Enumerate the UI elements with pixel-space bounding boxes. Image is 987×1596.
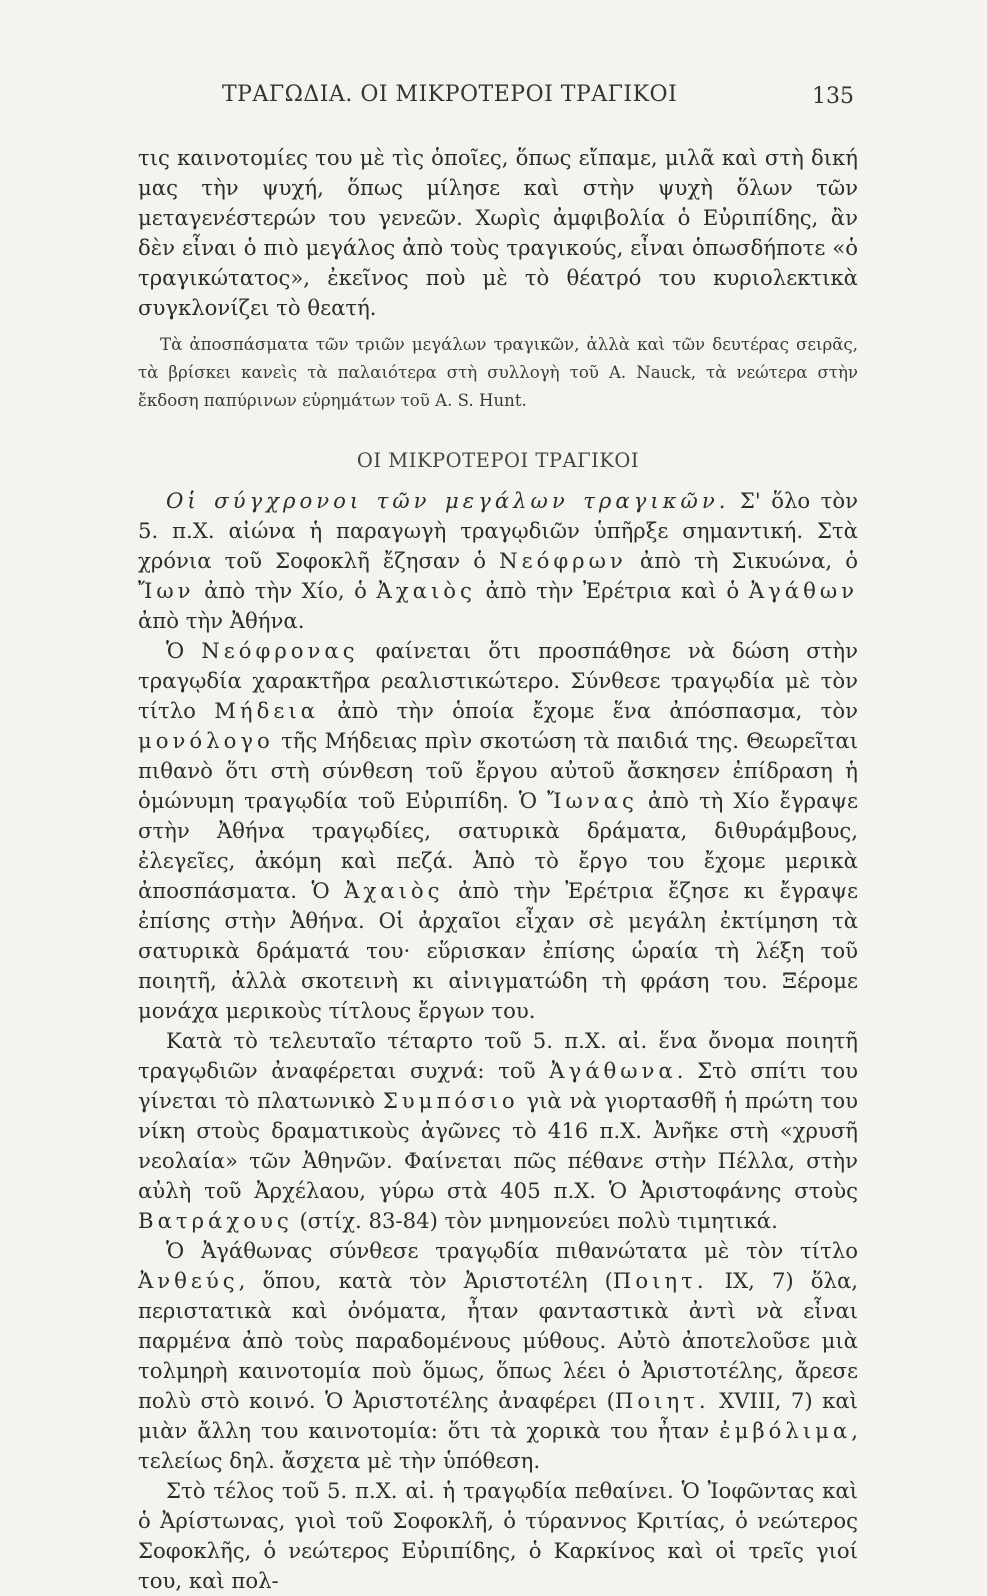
- text-run: Σ' ὅλο τὸν 5. π.Χ. αἰώνα ἡ παραγωγὴ τραγῳδιῶν ὑπῆρξε σημαντική. Στὰ χρόνια τοῦ Σοφοκλῆ ἔζησαν ὁ: [138, 488, 858, 573]
- term-monologue: μονόλογο: [138, 728, 274, 753]
- running-head: ΤΡΑΓΩΔΙΑ. ΟΙ ΜΙΚΡΟΤΕΡΟΙ ΤΡΑΓΙΚΟΙ: [222, 82, 678, 107]
- title-poetics: Ποιητ.: [614, 1388, 710, 1413]
- title-frogs: Βατράχους: [138, 1208, 293, 1233]
- text-run: Κατὰ τὸ τελευταῖο τέταρτο τοῦ 5. π.Χ. αἰ. ἕνα ὄνομα ποιητῆ τραγῳδιῶν ἀναφέρεται συχνά: τοῦ: [138, 1028, 858, 1083]
- text-run: ἀπὸ τὴν Ἀθήνα.: [138, 608, 305, 633]
- title-poetics: Ποιητ.: [612, 1268, 708, 1293]
- paragraph-intro: τις καινοτομίες του μὲ τὶς ὁποῖες, ὅπως εἴπαμε, μιλᾶ καὶ στὴ δική μας τὴν ψυχή, ὅπως μίλησε καὶ στὴν ψυχὴ ὅλων τῶν μεταγενέστερών του γενεῶν. Χωρὶς ἀμφιβολία ὁ Εὐριπίδης, ἂν δὲν εἶναι ὁ πιὸ μεγάλος ἀπὸ τοὺς τραγικούς, εἶναι ὁπωσδήποτε «ὁ τραγικώτατος», ἐκεῖνος ποὺ μὲ τὸ θέατρό του κυριολεκτικὰ συγκλονίζει τὸ θεατή.: [138, 145, 858, 320]
- lead-phrase: Οἱ σύγχρονοι τῶν μεγάλων τραγικῶν.: [166, 488, 730, 513]
- text-run: τῆς Μήδειας πρὶν σκοτώση τὰ παιδιά της. Θεωρεῖται πιθανὸ ὅτι στὴ σύνθεση τοῦ ἔργου αὐτοῦ ἄσκησεν ἐπίδραση ἡ ὁμώνυμη τραγῳδία τοῦ Εὐριπίδη. Ὁ: [138, 728, 858, 813]
- text-run: Ὁ Ἀγάθωνας σύνθεσε τραγῳδία πιθανώτατα μὲ τὸν τίτλο: [166, 1238, 858, 1263]
- text-run: , τελείως δηλ. ἄσχετα μὲ τὴν ὑπόθεση.: [138, 1418, 858, 1473]
- title-antheus: Ἀνθεύς: [138, 1268, 239, 1293]
- text-run: ἀπὸ τὴν Ἐρέτρια ἔζησε κι ἔγραψε ἐπίσης στὴν Ἀθήνα. Οἱ ἀρχαῖοι εἶχαν σὲ μεγάλη ἐκτίμηση τὰ σατυρικὰ δράματά του· εὕρισκαν ἐπίσης ὡραία τὴ λέξη τοῦ ποιητῆ, ἀλλὰ σκοτεινὴ κι αἰνιγματώδη τὴ φράση του. Ξέρομε μονάχα μερικοὺς τίτλους ἔργων του.: [138, 878, 858, 1023]
- text-run: γιὰ νὰ γιορτασθῆ ἡ πρώτη του νίκη στοὺς δραματικοὺς ἀγῶνες τὸ 416 π.Χ. Ἀνῆκε στὴ «χρυσῆ νεολαία» τῶν Ἀθηνῶν. Φαίνεται πῶς πέθανε στὴν Πέλλα, στὴν αὐλὴ τοῦ Ἀρχέλαου, γύρω στὰ 405 π.Χ. Ὁ Ἀριστοφάνης στοὺς: [138, 1088, 858, 1203]
- text-run: Ὁ: [166, 638, 202, 663]
- name-ionas: Ἴωνας: [547, 788, 638, 813]
- name-achaeus: Ἀχαιὸς: [376, 578, 476, 603]
- title-medea: Μήδεια: [214, 698, 319, 723]
- name-achaeus: Ἀχαιὸς: [344, 878, 444, 903]
- page-body: [138, 143, 858, 1596]
- text-run: IX, 7) ὅλα, περιστατικὰ καὶ ὀνόματα, ἦταν φανταστικὰ ἀντὶ νὰ εἶναι παρμένα ἀπὸ τοὺς παραδομένους μύθους. Αὐτὸ ἀποτελοῦσε μιὰ τολμηρὴ καινοτομία ποὺ ὅμως, ὅπως λέει ὁ Ἀριστοτέλης, ἄρεσε πολὺ στὸ κοινό. Ὁ Ἀριστοτέλης ἀναφέρει (: [138, 1268, 858, 1413]
- paragraph-agathon-works: [138, 1236, 858, 1476]
- term-embolima: ἐμβόλιμα: [719, 1418, 852, 1443]
- bibliographic-note: Τὰ ἀποσπάσματα τῶν τριῶν μεγάλων τραγικῶν, ἀλλὰ καὶ τῶν δευτέρας σειρᾶς, τὰ βρίσκει κανεὶς τὰ παλαιότερα στὴ συλλογὴ τοῦ A. Nauck, τὰ νεώτερα στὴν ἔκδοση παπύρινων εὑρημάτων τοῦ A. S. Hunt.: [138, 335, 858, 410]
- name-neophron: Νεόφρων: [499, 548, 627, 573]
- name-agathona: Ἀγάθωνα: [549, 1058, 677, 1083]
- title-symposium: Συμπόσιο: [382, 1088, 519, 1113]
- text-run: ἀπὸ τὴ Σικυώνα, ὁ: [626, 548, 858, 573]
- paragraph-contemporaries: [138, 486, 858, 636]
- text-run: φαίνεται ὅτι προσπάθησε νὰ δώση στὴν τραγῳδία χαρακτῆρα ρεαλιστικώτερο. Σύνθεσε τραγῳδία μὲ τὸν τίτλο: [138, 638, 858, 723]
- section-title: ΟΙ ΜΙΚΡΟΤΕΡΟΙ ΤΡΑΓΙΚΟΙ: [356, 449, 640, 472]
- text-run: , ὅπου, κατὰ τὸν Ἀριστοτέλη (: [238, 1268, 613, 1293]
- text-run: ἀπὸ τὴν Ἐρέτρια καὶ ὁ: [475, 578, 749, 603]
- paragraph-decline: Στὸ τέλος τοῦ 5. π.Χ. αἰ. ἡ τραγῳδία πεθαίνει. Ὁ Ἰοφῶντας καὶ ὁ Ἀρίστωνας, γιοὶ τοῦ Σοφοκλῆ, ὁ τύραννος Κριτίας, ὁ νεώτερος Σοφοκλῆς, ὁ νεώτερος Εὐριπίδης, ὁ Καρκίνος καὶ οἱ τρεῖς γιοί του, καὶ πολ-: [138, 1478, 858, 1593]
- text-run: ἀπὸ τὴ Χίο ἔγραψε στὴν Ἀθήνα τραγῳδίες, σατυρικὰ δράματα, διθυράμβους, ἐλεγεῖες, ἀκόμη καὶ πεζά. Ἀπὸ τὸ ἔργο του ἔχομε μερικὰ ἀποσπάσματα. Ὁ: [138, 788, 858, 903]
- page-header: [0, 80, 987, 120]
- text-run: ἀπὸ τὴν Χίο, ὁ: [194, 578, 377, 603]
- paragraph-agathon: [138, 1026, 858, 1236]
- text-run: . Στὸ σπίτι του γίνεται τὸ πλατωνικὸ: [138, 1058, 858, 1113]
- name-ion: Ἴων: [138, 578, 195, 603]
- name-neophronas: Νεόφρονας: [201, 638, 359, 663]
- text-run: ἀπὸ τὴν ὁποία ἔχομε ἕνα ἀπόσπασμα, τὸν: [318, 698, 858, 723]
- text-run: (στίχ. 83-84) τὸν μνημονεύει πολὺ τιμητικά.: [292, 1208, 778, 1233]
- name-agathon: Ἀγάθων: [748, 578, 858, 603]
- paragraph-neophron: [138, 636, 858, 1026]
- text-run: XVIII, 7) καὶ μιὰν ἄλλη του καινοτομία: ὅτι τὰ χορικὰ του ἦταν: [138, 1388, 858, 1443]
- page-number: 135: [812, 84, 854, 109]
